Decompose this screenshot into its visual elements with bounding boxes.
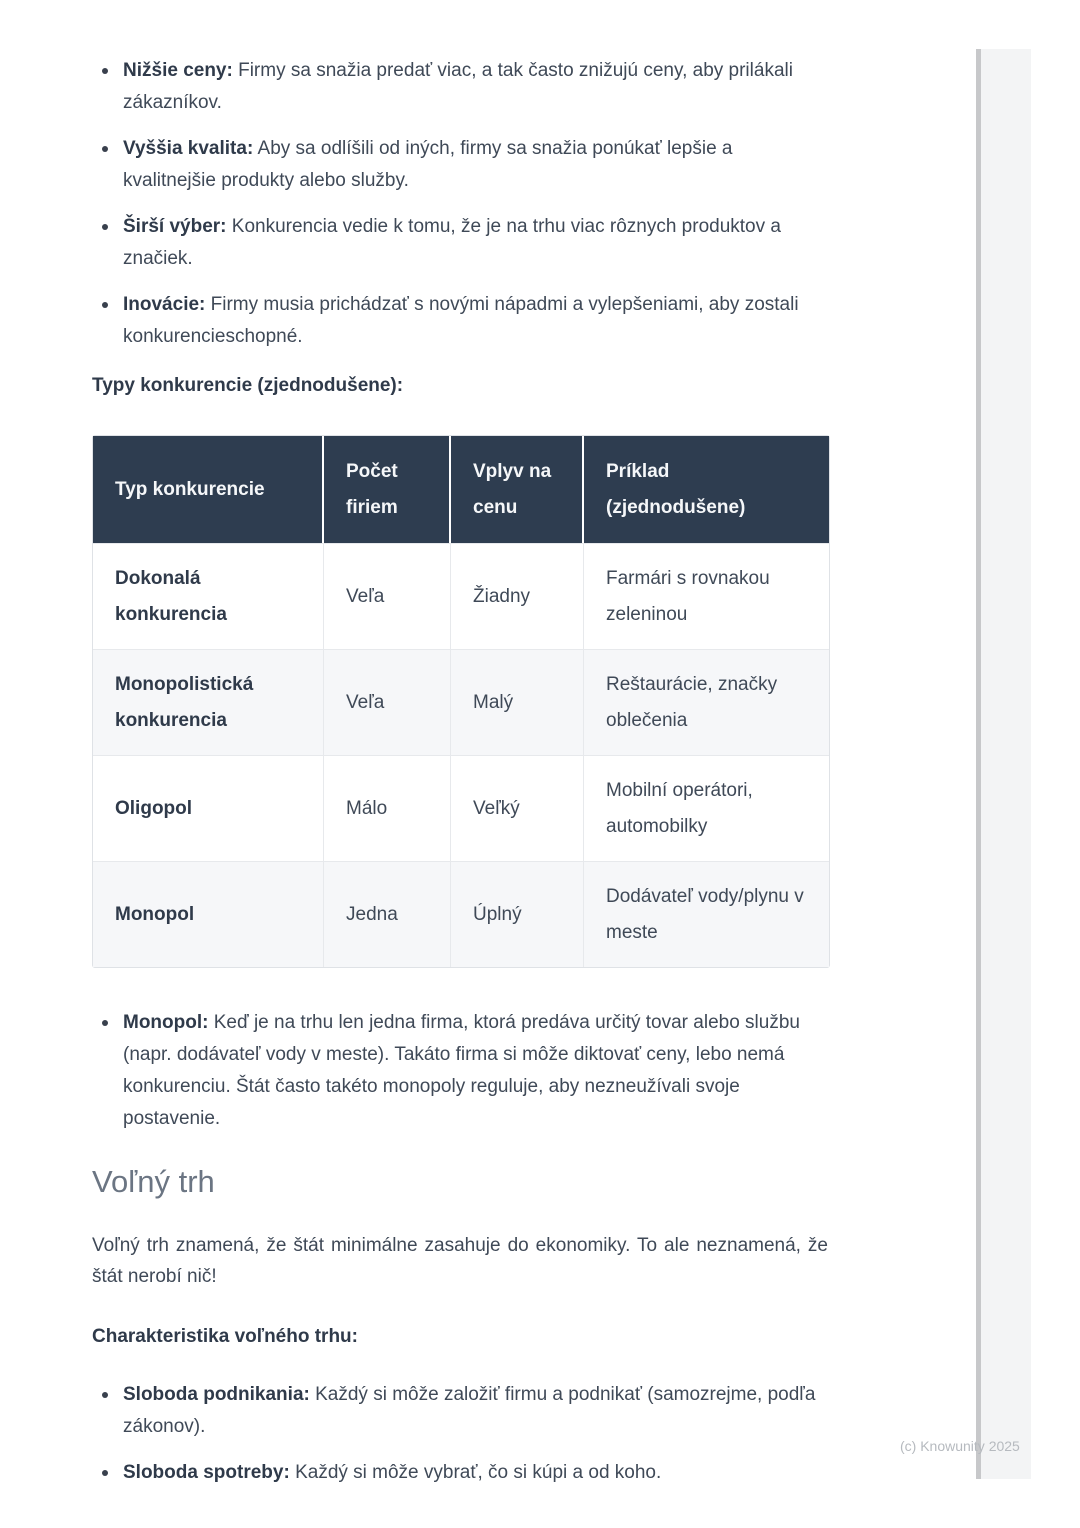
row-header: Oligopol: [93, 755, 324, 861]
section-heading-volny-trh: Voľný trh: [92, 1164, 215, 1199]
table-header: [93, 436, 829, 543]
list-item-term: Nižšie ceny:: [123, 60, 233, 81]
list-item-text: Konkurencia vedie k tomu, že je na trhu viac rôznych produktov a značiek.: [123, 216, 781, 269]
copyright-text: (c) Knowunity 2025: [900, 1438, 1020, 1454]
monopol-note-list: [92, 1007, 828, 1135]
table-cell: Veľký: [451, 755, 584, 861]
list-item-text: Keď je na trhu len jedna firma, ktorá predáva určitý tovar alebo službu (napr. dodávateľ vody v meste). Takáto firma si môže diktovať ceny, lebo nemá konkurenciu. Štát často takéto monopoly reguluje, aby nezneužívali svoje postavenie.: [123, 1012, 800, 1129]
table-cell: Farmári s rovnakou zeleninou: [584, 543, 829, 649]
list-item: [92, 1379, 828, 1443]
competition-benefits-list: [92, 55, 828, 353]
table-cell: Dodávateľ vody/plynu v meste: [584, 861, 829, 967]
list-item: [92, 1007, 828, 1135]
characteristics-subheading: Charakteristika voľného trhu:: [92, 1326, 358, 1347]
table-section-heading: Typy konkurencie (zjednodušene):: [92, 375, 404, 396]
row-header: Dokonalá konkurencia: [93, 543, 324, 649]
list-item: [92, 289, 828, 353]
bullet-icon: [102, 224, 108, 230]
page-edge-strip: [976, 49, 1031, 1479]
row-header: Monopolistická konkurencia: [93, 649, 324, 755]
list-item: [92, 133, 828, 197]
bullet-icon: [102, 1020, 108, 1026]
table-cell: Veľa: [324, 543, 451, 649]
list-item-term: Monopol:: [123, 1012, 209, 1033]
table-cell: Reštaurácie, značky oblečenia: [584, 649, 829, 755]
bullet-icon: [102, 1392, 108, 1398]
table-cell: Malý: [451, 649, 584, 755]
list-item-term: Širší výber:: [123, 216, 227, 237]
list-item-term: Sloboda spotreby:: [123, 1462, 290, 1483]
free-market-paragraph: Voľný trh znamená, že štát minimálne zasahuje do ekonomiky. To ale neznamená, že štát nerobí nič!: [92, 1235, 828, 1287]
table-cell: Úplný: [451, 861, 584, 967]
column-header: Vplyv na cenu: [451, 436, 584, 543]
list-item-term: Inovácie:: [123, 294, 206, 315]
bullet-icon: [102, 146, 108, 152]
bullet-icon: [102, 1470, 108, 1476]
list-item: [92, 55, 828, 119]
table-row: [93, 543, 829, 649]
list-item: [92, 1457, 828, 1489]
list-item: [92, 211, 828, 275]
table-header-row: [93, 436, 829, 543]
bullet-icon: [102, 68, 108, 74]
table-cell: Jedna: [324, 861, 451, 967]
table-cell: Veľa: [324, 649, 451, 755]
list-item-term: Sloboda podnikania:: [123, 1384, 310, 1405]
list-item-text: Aby sa odlíšili od iných, firmy sa snažia ponúkať lepšie a kvalitnejšie produkty alebo služby.: [123, 138, 733, 191]
column-header: Počet firiem: [324, 436, 451, 543]
column-header: Typ konkurencie: [93, 436, 324, 543]
table-row: [93, 755, 829, 861]
list-item-text: Každý si môže založiť firmu a podnikať (samozrejme, podľa zákonov).: [123, 1384, 816, 1437]
table-cell: Málo: [324, 755, 451, 861]
list-item-term: Vyššia kvalita:: [123, 138, 254, 159]
table-cell: Žiadny: [451, 543, 584, 649]
competition-types-table: [92, 435, 830, 968]
list-item-text: Každý si môže vybrať, čo si kúpi a od koho.: [295, 1462, 662, 1483]
column-header: Príklad (zjednodušene): [584, 436, 829, 543]
table-row: [93, 649, 829, 755]
table-cell: Mobilní operátori, automobilky: [584, 755, 829, 861]
bullet-icon: [102, 302, 108, 308]
list-item-text: Firmy musia prichádzať s novými nápadmi a vylepšeniami, aby zostali konkurencieschopné.: [123, 294, 799, 347]
free-market-characteristics-list: [92, 1379, 828, 1489]
row-header: Monopol: [93, 861, 324, 967]
document-content: [92, 0, 828, 1503]
table-body: [93, 543, 829, 967]
list-item-text: Firmy sa snažia predať viac, a tak často znižujú ceny, aby prilákali zákazníkov.: [123, 60, 793, 113]
table-row: [93, 861, 829, 967]
